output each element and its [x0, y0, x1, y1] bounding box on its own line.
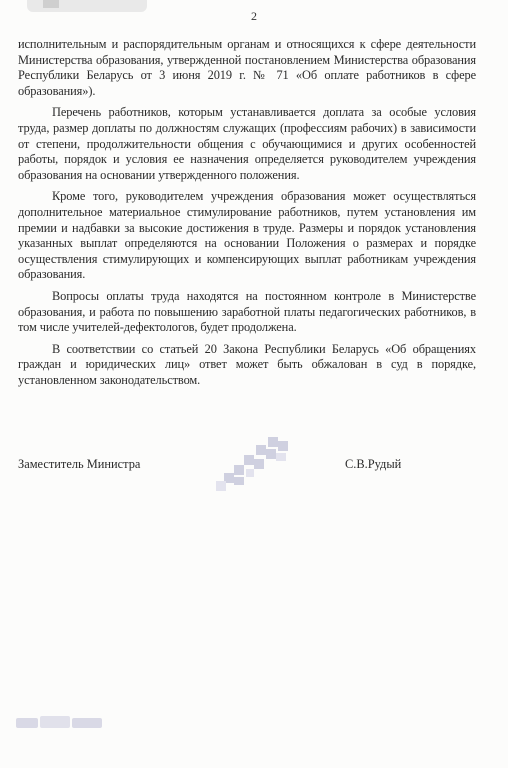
redacted-signature [216, 437, 306, 493]
paragraph-1: исполнительным и распорядительным органам и относящихся к сфере деятельности Министерства образования, утвержденной постановлением Министерства образования Республики Беларусь от 3 июня 2019 г. № 71 «Об оплате работников в сфере образования»). [18, 37, 476, 98]
redacted-footer [16, 716, 104, 730]
paragraph-3: Кроме того, руководителем учреждения образования может осуществляться дополнительное материальное стимулирование работников, путем установления им премии и надбавки за высокие достижения в труде. Размеры и порядок установления указанных выплат определяются на основании Положения о размерах и порядке осуществления стимулирующих и компенсирующих выплат работникам учреждения образования. [18, 189, 476, 282]
paragraph-5: В соответствии со статьей 20 Закона Республики Беларусь «Об обращениях граждан и юридических лиц» ответ может быть обжалован в суд в порядке, установленном законодательством. [18, 341, 476, 387]
paragraph-2: Перечень работников, которым устанавливается доплата за особые условия труда, размер доплаты по должностям служащих (профессиям рабочих) в зависимости от степени, продолжительности общения с обучающимися и других особенностей работы, порядок и условия ее назначения определяется руководителем учреждения образования на основании утвержденного положения. [18, 105, 476, 182]
paragraph-4: Вопросы оплаты труда находятся на постоянном контроле в Министерстве образования, и работа по повышению заработной платы педагогических работников, в том числе учителей-дефектологов, будет продолжена. [18, 288, 476, 335]
tab-notch [43, 0, 59, 8]
page-number: 2 [251, 9, 257, 23]
signature-block [18, 457, 438, 477]
letter-body [18, 37, 476, 394]
signatory-title: Заместитель Министра [18, 457, 141, 471]
signatory-name: С.В.Рудый [345, 457, 402, 471]
